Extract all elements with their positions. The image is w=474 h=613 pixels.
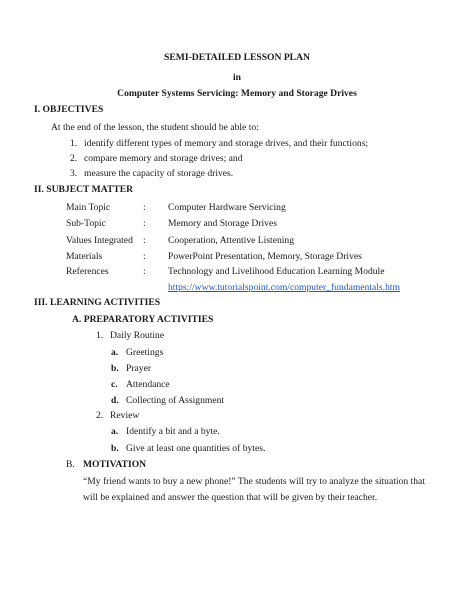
subject-row-label: References — [66, 266, 109, 277]
preparatory-activities-heading: A. PREPARATORY ACTIVITIES — [72, 314, 214, 325]
subject-row-value: PowerPoint Presentation, Memory, Storage Drives — [168, 251, 362, 262]
subject-row-label: Main Topic — [66, 202, 111, 213]
reference-link[interactable]: https://www.tutorialspoint.com/computer_fundamentals.htm — [168, 282, 400, 293]
subject-row-label: Sub-Topic — [66, 218, 106, 229]
objective-number: 1. — [70, 138, 78, 149]
subject-row-label: Values Integrated — [66, 235, 133, 246]
objective-item: compare memory and storage drives; and — [84, 153, 243, 164]
objective-item: measure the capacity of storage drives. — [84, 168, 234, 179]
title-connector: in — [232, 72, 241, 83]
objectives-heading: I. OBJECTIVES — [34, 104, 104, 115]
subject-row-separator: : — [143, 202, 146, 213]
subject-row-separator: : — [143, 251, 146, 262]
motivation-heading: MOTIVATION — [83, 459, 147, 470]
subject-row-value: Memory and Storage Drives — [168, 218, 277, 229]
document-title: SEMI-DETAILED LESSON PLAN — [164, 52, 310, 63]
routine-item: Greetings — [126, 347, 164, 358]
routine-item: Collecting of Assignment — [126, 395, 225, 406]
subject-row-separator: : — [143, 266, 146, 277]
lesson-subject: Computer Systems Servicing: Memory and Storage Drives — [117, 88, 357, 99]
activity-number: 2. — [96, 410, 104, 421]
motivation-text-line: “My friend wants to buy a new phone!” The students will try to analyze the situation that — [83, 476, 425, 487]
activity-number: 1. — [96, 330, 104, 341]
routine-item: Attendance — [126, 379, 170, 390]
subject-row-separator: : — [143, 218, 146, 229]
routine-item: Prayer — [126, 363, 152, 374]
subject-row-label: Materials — [66, 251, 103, 262]
daily-routine-label: Daily Routine — [110, 330, 165, 341]
routine-letter: c. — [111, 379, 118, 390]
subject-row-value: Technology and Livelihood Education Learning Module — [168, 266, 385, 277]
review-item: Identify a bit and a byte. — [126, 426, 220, 437]
routine-letter: b. — [111, 363, 119, 374]
subject-row-separator: : — [143, 235, 146, 246]
review-item: Give at least one quantities of bytes. — [126, 443, 266, 454]
review-label: Review — [110, 410, 140, 421]
motivation-text-line: will be explained and answer the question that will be given by their teacher. — [83, 492, 378, 503]
subject-row-value: Cooperation, Attentive Listening — [168, 235, 295, 246]
subject-row-value: Computer Hardware Servicing — [168, 202, 286, 213]
objective-item: identify different types of memory and storage drives, and their functions; — [84, 138, 369, 149]
objective-number: 3. — [70, 168, 78, 179]
motivation-letter: B. — [66, 459, 75, 470]
review-letter: a. — [111, 426, 119, 437]
routine-letter: d. — [111, 395, 119, 406]
objective-number: 2. — [70, 153, 78, 164]
subject-matter-heading: II. SUBJECT MATTER — [34, 184, 134, 195]
review-letter: b. — [111, 443, 119, 454]
learning-activities-heading: III. LEARNING ACTIVITIES — [34, 297, 161, 308]
routine-letter: a. — [111, 347, 119, 358]
objectives-intro: At the end of the lesson, the student should be able to: — [51, 122, 259, 133]
